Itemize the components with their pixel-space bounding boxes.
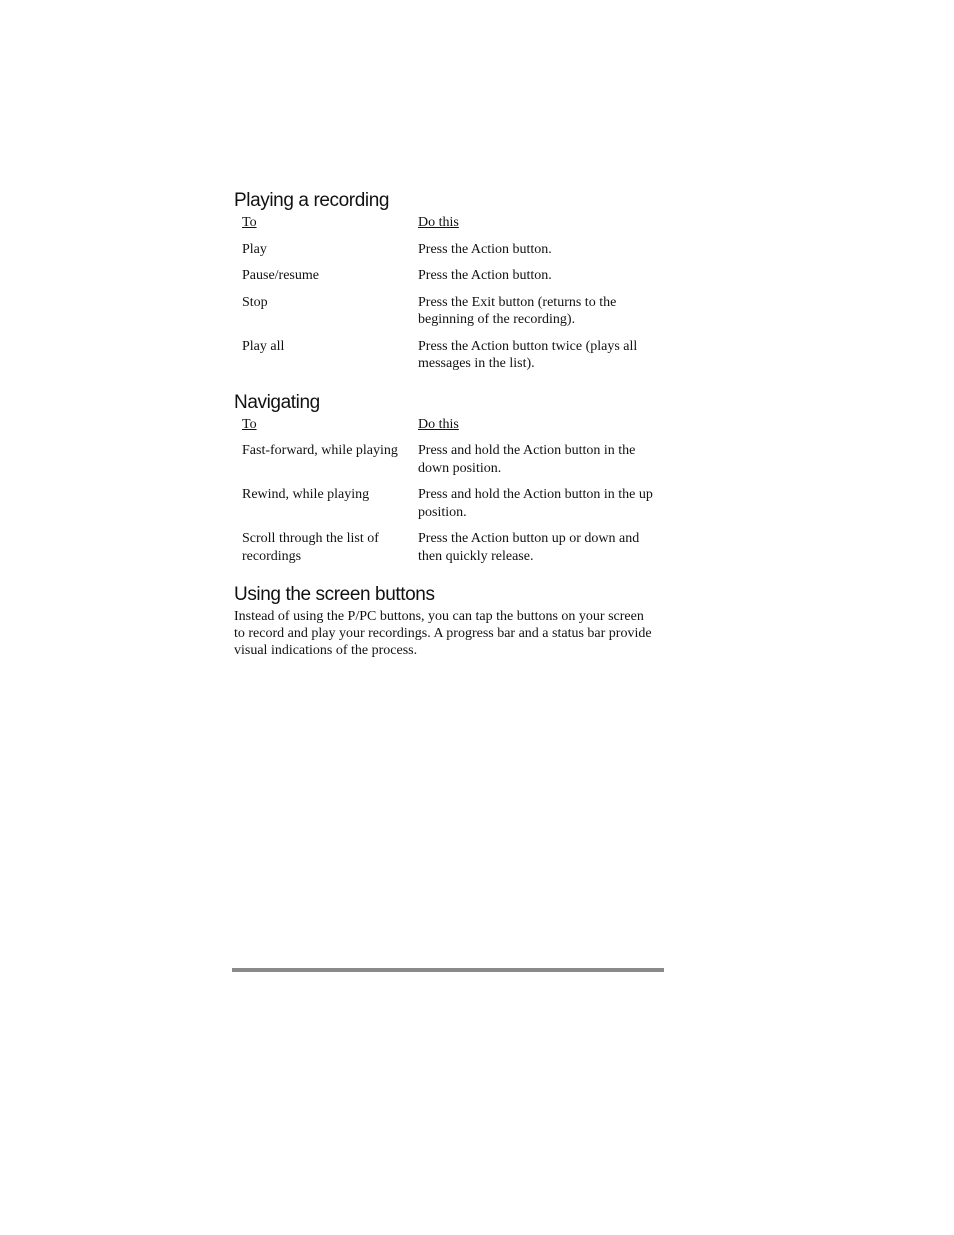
table-row bbox=[242, 530, 662, 565]
instruction-cell: Press and hold the Action button in the down position. bbox=[418, 443, 636, 476]
table-row bbox=[242, 294, 662, 329]
section-navigating bbox=[234, 390, 664, 566]
section-heading-navigating: Navigating bbox=[234, 391, 320, 413]
task-cell: Scroll through the list of recordings bbox=[242, 531, 379, 564]
manual-page bbox=[234, 188, 664, 676]
footer-divider bbox=[232, 968, 664, 972]
section-heading-screen-buttons: Using the screen buttons bbox=[234, 584, 435, 605]
section-using-screen-buttons bbox=[234, 582, 664, 659]
playing-table bbox=[242, 214, 662, 373]
table-row bbox=[242, 486, 662, 521]
table-header-row bbox=[242, 214, 662, 232]
task-cell: Fast-forward, while playing bbox=[242, 443, 398, 458]
instruction-cell: Press the Action button. bbox=[418, 268, 552, 283]
task-cell: Play all bbox=[242, 338, 285, 354]
task-cell: Play bbox=[242, 241, 267, 257]
task-cell: Stop bbox=[242, 294, 268, 310]
column-header-do-this: Do this bbox=[418, 215, 459, 230]
column-header-to: To bbox=[242, 416, 257, 432]
task-cell: Pause/resume bbox=[242, 268, 319, 283]
task-cell: Rewind, while playing bbox=[242, 487, 370, 502]
instruction-cell: Press the Exit button (returns to the beginning of the recording). bbox=[418, 294, 617, 327]
instruction-cell: Press and hold the Action button in the up position. bbox=[418, 487, 653, 520]
section-playing-a-recording bbox=[234, 188, 664, 373]
column-header-do-this: Do this bbox=[418, 416, 459, 432]
table-header-row bbox=[242, 416, 662, 434]
instruction-cell: Press the Action button up or down and then quickly release. bbox=[418, 531, 640, 564]
body-paragraph: Instead of using the P/PC buttons, you can tap the buttons on your screen to record and play your recordings. A progress bar and a status bar provide visual indications of the process. bbox=[234, 609, 652, 658]
table-row bbox=[242, 241, 662, 259]
table-row bbox=[242, 267, 662, 285]
column-header-to: To bbox=[242, 215, 257, 230]
instruction-cell: Press the Action button. bbox=[418, 241, 552, 257]
navigating-table bbox=[242, 416, 662, 566]
section-heading-playing: Playing a recording bbox=[234, 190, 390, 211]
instruction-cell: Press the Action button twice (plays all messages in the list). bbox=[418, 338, 638, 371]
table-row bbox=[242, 338, 662, 373]
table-row bbox=[242, 442, 662, 477]
